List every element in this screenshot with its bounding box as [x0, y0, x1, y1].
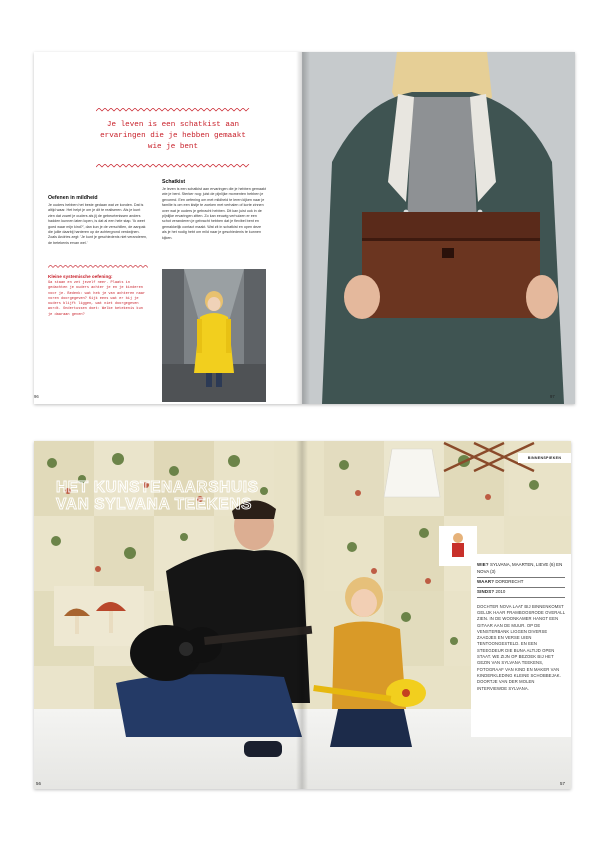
info-sinds-label: SINDS? — [477, 588, 495, 594]
info-wie-value: SYLVANA, MAARTEN, LIEVE (6) EN NOVA (3) — [477, 562, 563, 574]
info-divider — [477, 597, 565, 598]
info-sinds — [477, 589, 565, 596]
zigzag-divider-top — [96, 108, 250, 114]
info-divider — [477, 587, 565, 588]
magazine-spread-mindfulness — [34, 52, 575, 404]
left-page-text — [34, 52, 302, 404]
info-waar-label: WAAR? — [477, 578, 495, 584]
info-sinds-value: 2010 — [495, 588, 506, 594]
info-wie — [477, 562, 565, 575]
section-tag: BINNENSPIEKEN — [518, 453, 571, 463]
section-body-mildheid: Je ouders hebben het beste gedaan wat ze konden. Dat is altijd waar. Het helpt je om je dit te realiseren. Als je kunt zien dat zowel je ouders als jij de gebeurtenissen anders hadden kunnen laten lopen, is dat al een hele stap. 'Ik weet goed waar mijn kind?', dan kun je de verschillen, de aanpak die jullie daarbij hanteren op de achtergrond verdwijnen. Zoals Andries zegt: 'Je kunt je geschiedenis niet veranderen, de betekenis ervan wel.' — [48, 203, 148, 245]
child-illustration — [162, 269, 266, 402]
article-intro: DOCHTER NOVA LAAT BIJ BINNENKOMST GELIJK HAAR FRAMBOOSRODE OVERALL ZIEN. IN DE WOONKAMER HANGT EEN GITAAR AAN DE MUUR. OP DE VENSTERBANK LIGGEN DIVERSE ZAADJES EN VERSE UIEN TENTOONGESTELD. EN EEN STEEGDEUR DIE BUNA ALTIJD OPEN STAAT. WE ZIJN OP BEZOEK BIJ HET GEZIN VAN SYLVANA TEEKENS, FOTOGRAAF VAN KIND EN MAKER VAN KINDERKLEDING KLEINE SCHOBBEJAK. DOORTJE VAN DER MOLEN INTERVIEWDE SYLVANA. — [477, 603, 565, 691]
pull-quote: Je leven is een schatkist aan ervaringen die je hebben gemaakt wie je bent — [100, 121, 246, 151]
magazine-spread-artist-house — [34, 441, 571, 789]
info-waar-value: DORDRECHT — [495, 578, 524, 584]
section-heading-schatkist: Schatkist — [162, 179, 186, 185]
exercise-text: Ga staan en zet jezelf neer. Plaats in gedachten je ouders achter je en je kinderen voor je. Bedenk: wat heb je van achteren naar voren doorgegeven? Kijk eens wat er bij je ouders blijft liggen, wat niet doorgegeven wordt. Ondertussen doet: Welke betekenis kun je daaraan geven? — [48, 281, 146, 317]
article-title — [56, 479, 286, 513]
article-column-left — [48, 195, 148, 246]
article-title-line1: HET KUNSTENAARSHUIS — [56, 479, 259, 496]
page-number-left-bottom: 56 — [36, 781, 41, 786]
zigzag-divider-bottom — [96, 164, 250, 170]
woman-chest-illustration — [302, 52, 575, 404]
exercise-box — [48, 265, 148, 318]
info-card — [471, 554, 571, 737]
info-wie-label: WIE? — [477, 562, 489, 567]
photo-woman-holding-chest — [302, 52, 575, 404]
info-waar — [477, 579, 565, 586]
photo-child-yellow-raincoat — [162, 269, 266, 402]
info-divider — [477, 577, 565, 578]
zigzag-divider-exercise — [48, 265, 148, 270]
page-gutter — [296, 52, 310, 404]
exercise-title: Kleine systemische oefening: — [48, 274, 113, 279]
page-gutter-bottom — [296, 441, 308, 789]
section-heading-mildheid: Oefenen in mildheid — [48, 195, 98, 201]
article-title-line2: VAN SYLVANA TEEKENS — [56, 496, 252, 513]
page-number-left: 96 — [34, 394, 39, 399]
page-number-right: 97 — [550, 394, 555, 399]
article-column-right — [162, 179, 266, 241]
page-number-right-bottom: 57 — [560, 781, 565, 786]
section-body-schatkist: Je leven is een schatkist aan ervaringen die je hebben gemaakt wie je bent. Sterker nog: juist de pijnlijke momenten hebben je gevormd. Een oefening om met mildheid te leren kijken naar je familie is om een kistje te zoeken met verhalen of korte zinnen over wat je ouders je gebracht hebben. Dit kan juist ook in de pijnlijke ervaringen zitten. Zo kan eeuwig verhuizen er een schot veranderen je gebracht hebben dat je flexibel bent en gemakkelijk contact maakt. Wat zit in schatkist en open deze als je het nodig hebt om mild naar je geschiedenis te kunnen kijken. — [162, 187, 266, 240]
